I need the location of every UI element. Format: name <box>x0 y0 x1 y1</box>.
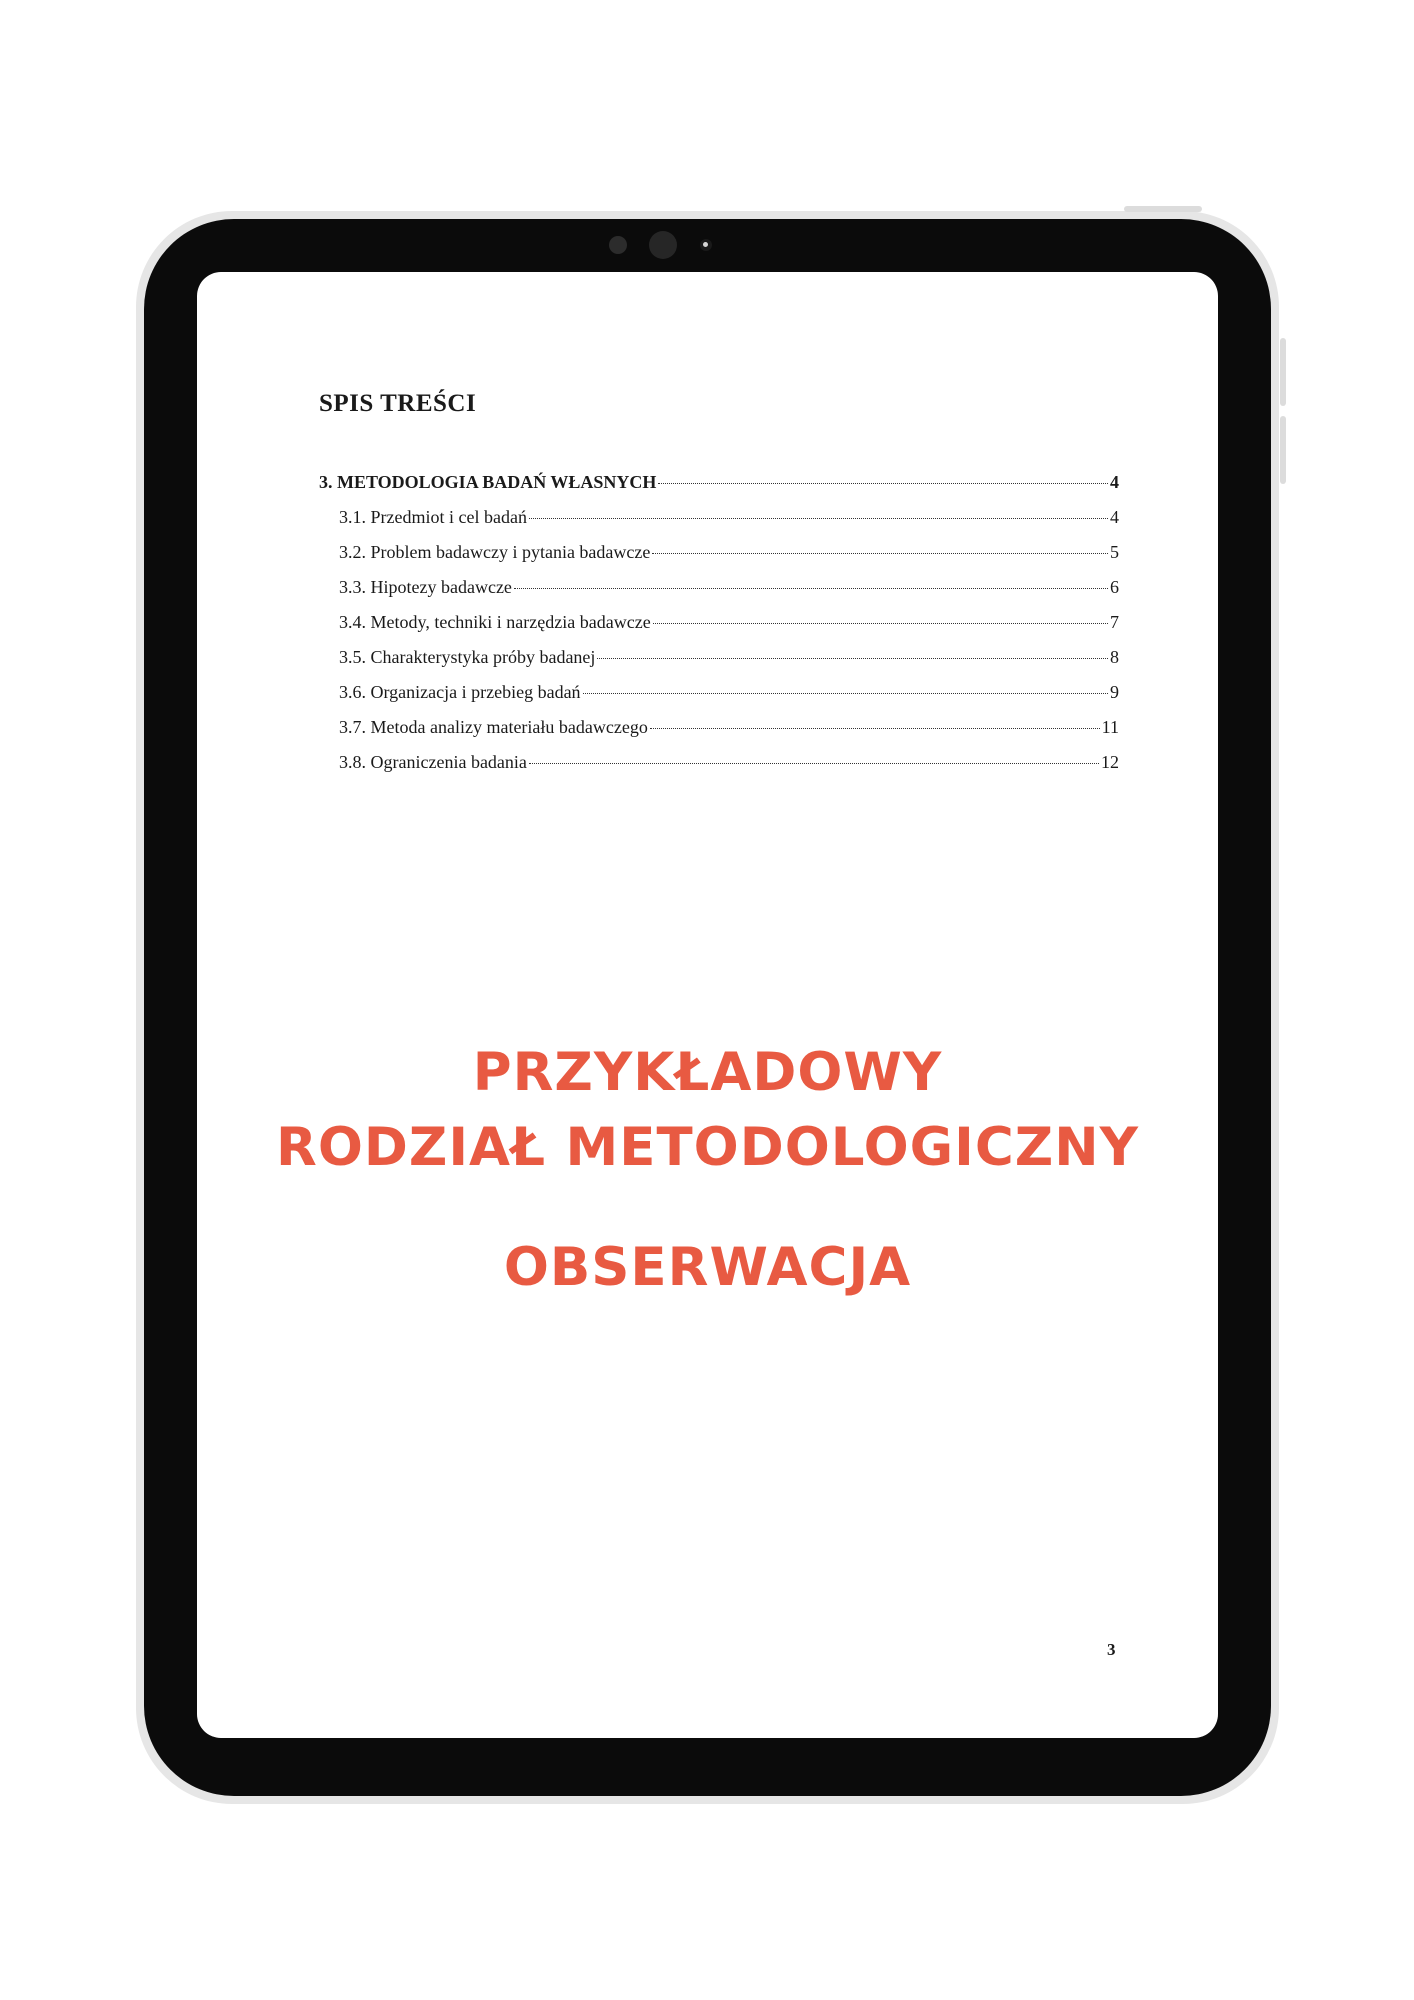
toc-leader <box>650 728 1100 729</box>
tablet-screen <box>197 272 1218 1738</box>
toc-entry-page: 8 <box>1110 647 1119 667</box>
toc-leader <box>529 763 1099 764</box>
toc-entry-title: 3.2. Problem badawczy i pytania badawcze <box>339 542 651 562</box>
toc-entry-title: 3.7. Metoda analizy materiału badawczego <box>339 717 648 737</box>
volume-down-button <box>1280 416 1286 484</box>
toc-entry-title: 3.1. Przedmiot i cel badań <box>339 507 527 527</box>
page-number: 3 <box>1107 1640 1116 1659</box>
toc-entry-title: 3.4. Metody, techniki i narzędzia badawcze <box>339 612 651 632</box>
table-of-contents <box>319 472 1119 787</box>
promo-title-line-2: RODZIAŁ METODOLOGICZNY <box>276 1117 1139 1178</box>
toc-entry-page: 5 <box>1110 542 1119 562</box>
toc-entry[interactable] <box>319 752 1119 787</box>
toc-leader <box>658 483 1108 484</box>
toc-entry-title: 3.6. Organizacja i przebieg badań <box>339 682 581 702</box>
promo-subtitle: OBSERWACJA <box>503 1237 912 1298</box>
toc-entry[interactable] <box>319 682 1119 717</box>
toc-entry[interactable] <box>319 612 1119 647</box>
power-button <box>1124 206 1202 212</box>
toc-entry[interactable] <box>319 507 1119 542</box>
toc-entry-page: 11 <box>1101 717 1119 737</box>
toc-leader <box>597 658 1108 659</box>
toc-entry[interactable] <box>319 542 1119 577</box>
volume-up-button <box>1280 338 1286 406</box>
toc-entry-title: 3.8. Ograniczenia badania <box>339 752 527 772</box>
toc-entry-page: 7 <box>1110 612 1119 632</box>
toc-heading: SPIS TREŚCI <box>319 390 477 417</box>
toc-entry-page: 9 <box>1110 682 1119 702</box>
light-sensor-icon <box>700 239 712 251</box>
toc-entry[interactable] <box>319 472 1119 507</box>
sensor-icon <box>609 236 627 254</box>
toc-entry-page: 4 <box>1110 472 1119 492</box>
toc-leader <box>514 588 1108 589</box>
toc-entry-page: 4 <box>1110 507 1119 527</box>
toc-entry-page: 6 <box>1110 577 1119 597</box>
toc-leader <box>583 693 1108 694</box>
promo-title-line-1: PRZYKŁADOWY <box>472 1042 943 1103</box>
toc-leader <box>652 553 1108 554</box>
toc-entry[interactable] <box>319 717 1119 752</box>
toc-entry-title: 3.5. Charakterystyka próby badanej <box>339 647 596 667</box>
toc-leader <box>653 623 1108 624</box>
toc-entry[interactable] <box>319 577 1119 612</box>
toc-entry[interactable] <box>319 647 1119 682</box>
camera-icon <box>649 231 677 259</box>
toc-leader <box>529 518 1108 519</box>
toc-entry-page: 12 <box>1101 752 1119 772</box>
toc-entry-title: 3.3. Hipotezy badawcze <box>339 577 512 597</box>
toc-entry-title: 3. METODOLOGIA BADAŃ WŁASNYCH <box>319 472 657 492</box>
